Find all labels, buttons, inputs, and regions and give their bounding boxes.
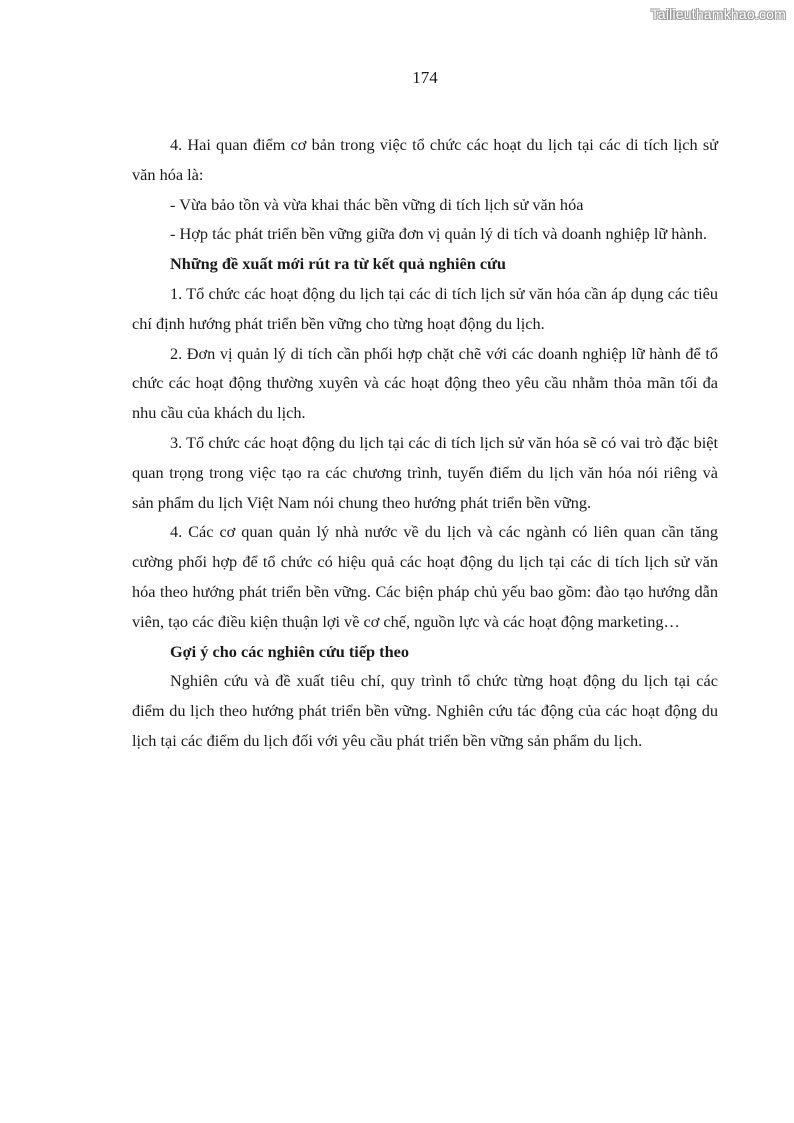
paragraph-proposal-3: 3. Tổ chức các hoạt động du lịch tại các di tích lịch sử văn hóa sẽ có vai trò đặc biệt quan trọng trong việc tạo ra các chương trình, tuyến điểm du lịch văn hóa nói riêng và sản phẩm du lịch Việt Nam nói chung theo hướng phát triển bền vững.	[132, 432, 718, 512]
section-heading-new-proposals: Những đề xuất mới rút ra từ kết quả nghiên cứu	[170, 254, 506, 274]
paragraph-future-research: Nghiên cứu và đề xuất tiêu chí, quy trình tổ chức từng hoạt động du lịch tại các điểm du lịch theo hướng phát triển bền vững. Nghiên cứu tác động của các hoạt động du lịch tại các điểm du lịch đối với yêu cầu phát triển bền vững sản phẩm du lịch.	[132, 671, 718, 750]
paragraph-proposal-1: 1. Tổ chức các hoạt động du lịch tại các di tích lịch sử văn hóa cần áp dụng các tiêu chí định hướng phát triển bền vững cho từng hoạt động du lịch.	[132, 283, 718, 333]
paragraph-proposal-4: 4. Các cơ quan quản lý nhà nước về du lịch và các ngành có liên quan cần tăng cường phối hợp để tổ chức có hiệu quả các hoạt động du lịch tại các di tích lịch sử văn hóa theo hướng phát triển bền vững. Các biện pháp chủ yếu bao gồm: đào tạo hướng dẫn viên, tạo các điều kiện thuận lợi về cơ chế, nguồn lực và các hoạt động marketing…	[132, 522, 718, 631]
paragraph-bullet-2: - Hợp tác phát triển bền vững giữa đơn vị quản lý di tích và doanh nghiệp lữ hành.	[170, 224, 707, 244]
section-heading-future-research: Gợi ý cho các nghiên cứu tiếp theo	[170, 641, 410, 661]
paragraph-bullet-1: - Vừa bảo tồn và vừa khai thác bền vững di tích lịch sử văn hóa	[170, 194, 584, 214]
page-number: 174	[412, 68, 438, 87]
watermark: Tailieuthamkhao.com	[650, 6, 786, 22]
paragraph-viewpoints: 4. Hai quan điểm cơ bản trong việc tổ chức các hoạt du lịch tại các di tích lịch sử văn hóa là:	[132, 135, 718, 184]
document-body	[132, 130, 718, 756]
paragraph-proposal-2: 2. Đơn vị quản lý di tích cần phối hợp chặt chẽ với các doanh nghiệp lữ hành để tổ chức các hoạt động thường xuyên và các hoạt động theo yêu cầu nhằm thỏa mãn tối đa nhu cầu của khách du lịch.	[132, 343, 718, 423]
